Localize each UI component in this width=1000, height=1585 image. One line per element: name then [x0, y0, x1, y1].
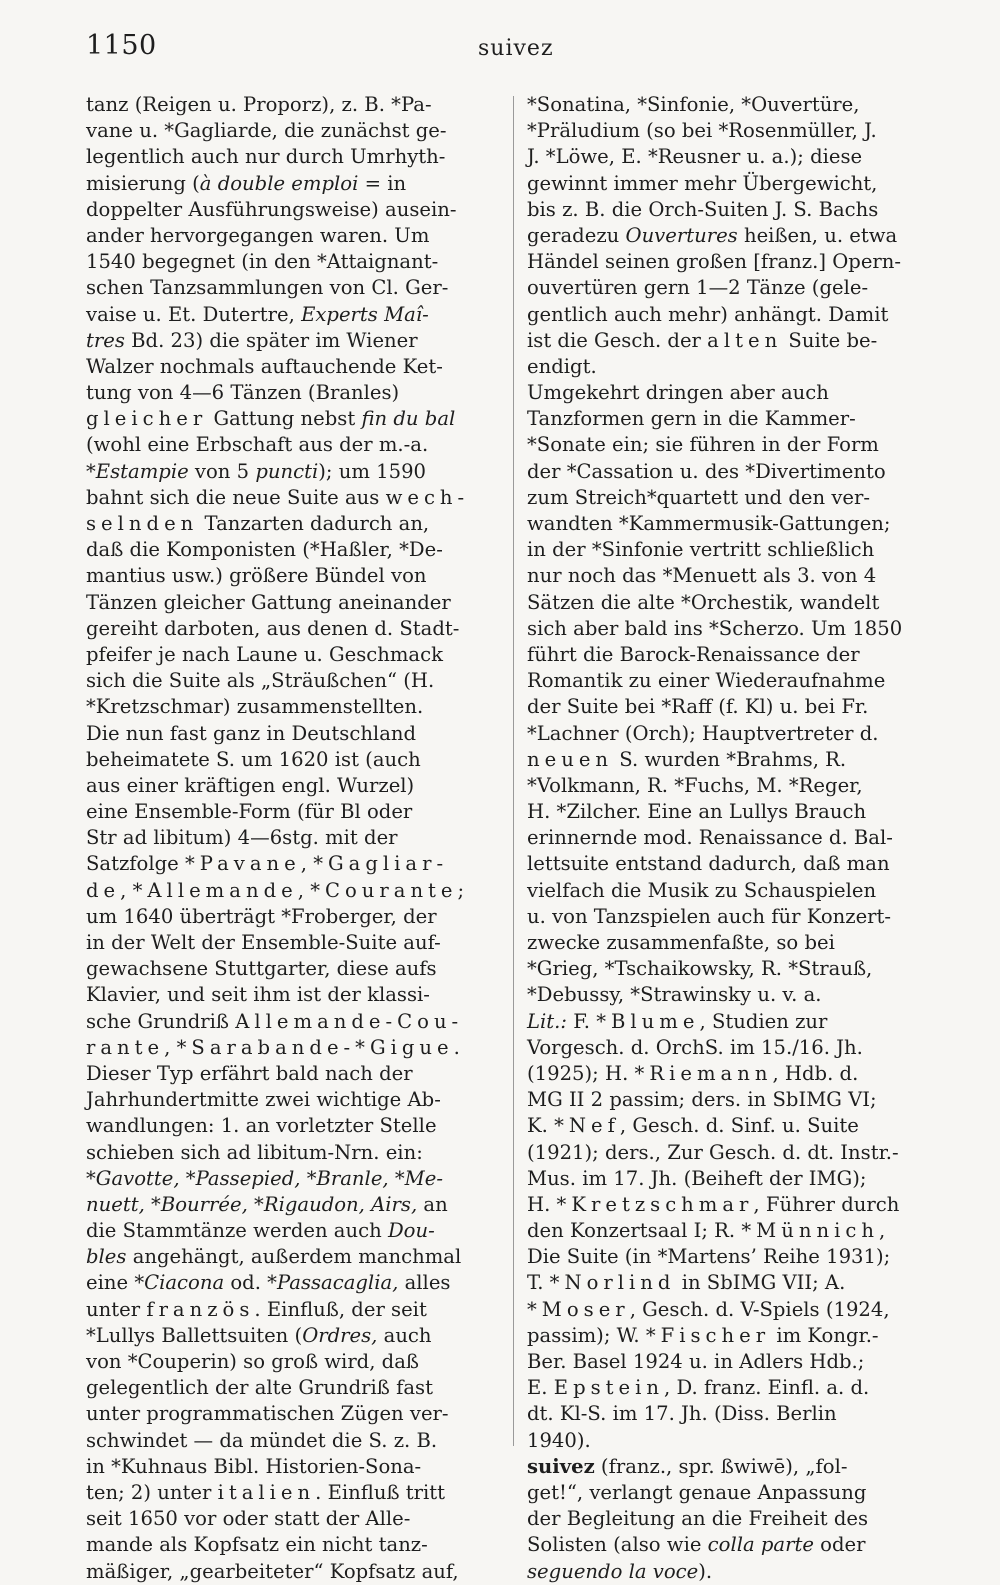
text-run: , D. franz. Einfl. a. d.	[664, 1376, 870, 1400]
text-line	[86, 1166, 504, 1192]
text-run: mantius usw.) größere Bündel von	[86, 564, 427, 588]
text-run: Klavier, und seit ihm ist der klassi-	[86, 983, 430, 1007]
spaced-run: *Allemande	[132, 878, 298, 902]
italic-run: *Gavotte, *Passepied, *Branle, *Me-	[86, 1166, 443, 1190]
text-run: tanz (Reigen u. Proporz), z. B. *Pa-	[86, 93, 432, 116]
text-line	[86, 1087, 504, 1113]
text-run: H.	[527, 1192, 557, 1216]
text-run: heißen, u. etwa	[737, 223, 898, 247]
text-run: Umgekehrt dringen aber auch	[527, 381, 829, 405]
text-run: , Gesch. d. V-Spiels (1924,	[629, 1297, 890, 1321]
text-line	[86, 1009, 504, 1035]
text-line	[86, 563, 504, 589]
text-line	[527, 1061, 947, 1087]
text-line	[86, 511, 504, 537]
text-run: sich aber bald ins *Scherzo. Um 1850	[527, 616, 903, 640]
text-line	[86, 459, 504, 485]
text-run: Bd. 23) die später im Wiener	[124, 328, 418, 352]
text-run: F.	[566, 1009, 597, 1033]
italic-run: seguendo la voce	[527, 1559, 699, 1583]
column-divider	[513, 96, 514, 1446]
text-run: in der *Sinfonie vertritt schließlich	[527, 538, 875, 562]
text-line	[527, 1454, 947, 1480]
text-run: Mus. im 17. Jh. (Beiheft der IMG);	[527, 1166, 867, 1190]
italic-run: bles	[86, 1245, 127, 1269]
text-line	[527, 956, 947, 982]
spaced-run: *Moser	[527, 1297, 630, 1321]
text-run: , Studien zur	[699, 1009, 828, 1033]
text-run: , Gesch. d. Sinf. u. Suite	[619, 1114, 859, 1138]
italic-run: *Ciacona	[134, 1271, 225, 1295]
text-run: ander hervorgegangen waren. Um	[86, 223, 430, 247]
text-run: schieben sich ad libitum-Nrn. ein:	[86, 1140, 423, 1164]
text-run: erinnernde mod. Renaissance d. Bal-	[527, 826, 893, 850]
text-run: führt die Barock-Renaissance der	[527, 642, 860, 666]
text-line	[86, 1401, 504, 1427]
text-run: Ber. Basel 1924 u. in Adlers Hdb.;	[527, 1350, 865, 1373]
text-run: ,	[120, 878, 133, 902]
text-run: misierung (	[86, 171, 200, 195]
spaced-run: französ	[146, 1297, 255, 1321]
spaced-run: rante	[86, 1035, 165, 1059]
text-line	[86, 1532, 504, 1558]
text-line	[86, 1297, 504, 1323]
text-line	[527, 616, 947, 642]
text-run: ); um 1590	[318, 459, 427, 483]
spaced-run: *Gagliar-	[313, 852, 449, 876]
spaced-run: *Norlind	[549, 1271, 676, 1295]
text-line	[86, 694, 504, 720]
text-run: Tänzen gleicher Gattung aneinander	[86, 590, 451, 614]
text-run: *Grieg, *Tschaikowsky, R. *Strauß,	[527, 957, 873, 981]
text-run: unter	[86, 1297, 147, 1321]
text-run: *Debussy, *Strawinsky u. v. a.	[527, 983, 822, 1007]
text-run: der Suite bei *Raff (f. Kl) u. bei Fr.	[527, 695, 869, 719]
text-line	[86, 825, 504, 851]
text-run: gereiht darboten, aus denen d. Stadt-	[86, 616, 460, 640]
text-line	[527, 406, 947, 432]
text-run: (franz., spr. ßwiwē), „fol-	[594, 1454, 848, 1478]
text-line	[527, 354, 947, 380]
text-run: eine Ensemble-Form (für Bl oder	[86, 800, 413, 824]
text-run: gewinnt immer mehr Übergewicht,	[527, 171, 878, 195]
headword: suivez	[527, 1454, 595, 1478]
text-line	[86, 904, 504, 930]
text-line	[527, 171, 947, 197]
text-run: Vorgesch. d. OrchS. im 15./16. Jh.	[527, 1035, 863, 1059]
text-line	[86, 1140, 504, 1166]
text-run: legentlich auch nur durch Umrhyth-	[86, 145, 446, 169]
text-run: die Stammtänze werden auch	[86, 1219, 388, 1243]
text-run: eine	[86, 1271, 135, 1295]
text-run: tung von 4—6 Tänzen (Branles)	[86, 381, 400, 405]
text-line	[527, 642, 947, 668]
text-line	[527, 1559, 947, 1585]
text-run: E.	[527, 1376, 554, 1400]
text-line	[86, 721, 504, 747]
text-run: wandlungen: 1. an vorletzter Stelle	[86, 1114, 437, 1138]
text-line	[86, 616, 504, 642]
text-line	[86, 1192, 504, 1218]
text-line	[527, 773, 947, 799]
text-line	[527, 275, 947, 301]
text-line	[527, 302, 947, 328]
text-run: 1940).	[527, 1428, 591, 1452]
text-line	[527, 144, 947, 170]
running-head: suivez	[478, 36, 554, 61]
text-run: beheimatete S. um 1620 ist (auch	[86, 747, 421, 771]
text-run: K.	[527, 1114, 555, 1138]
text-line	[527, 380, 947, 406]
text-run: in SbIMG VII; A.	[675, 1271, 846, 1295]
text-run: , Führer durch	[753, 1192, 900, 1216]
text-run: , Hdb. d.	[772, 1061, 859, 1085]
text-run: Die Suite (in *Martens’ Reihe 1931);	[527, 1245, 891, 1269]
text-run: schwindet — da mündet die S. z. B.	[86, 1428, 438, 1452]
text-run: dt. Kl-S. im 17. Jh. (Diss. Berlin	[527, 1402, 837, 1426]
text-run: gelegentlich der alte Grundriß fast	[86, 1376, 433, 1400]
text-run: Jahrhundertmitte zwei wichtige Ab-	[86, 1088, 441, 1112]
text-run: angehängt, außerdem manchmal	[126, 1245, 462, 1269]
text-run: um 1640 überträgt *Froberger, der	[86, 904, 437, 928]
page-number: 1150	[86, 30, 157, 61]
spaced-run: *Kretzschmar	[556, 1192, 754, 1216]
text-run: von *Couperin) so groß wird, daß	[86, 1350, 419, 1373]
text-run: pfeifer je nach Laune u. Geschmack	[86, 642, 443, 666]
text-run: *Lullys Ballettsuiten (	[86, 1323, 303, 1347]
text-run: Händel seinen großen [franz.] Opern-	[527, 250, 902, 274]
text-run: = in	[358, 171, 407, 195]
text-run: Gattung nebst	[207, 407, 362, 431]
text-run: . Einfluß tritt	[315, 1480, 446, 1504]
text-run: H. *Zilcher. Eine an Lullys Brauch	[527, 800, 867, 824]
text-line	[527, 1401, 947, 1427]
text-line	[527, 1166, 947, 1192]
italic-run: Experts Maî-	[301, 302, 429, 326]
text-line	[527, 799, 947, 825]
text-run: T.	[527, 1271, 550, 1295]
spaced-run: neuen	[527, 747, 614, 771]
text-run: get!“, verlangt genaue Anpassung	[527, 1480, 867, 1504]
text-line	[86, 380, 504, 406]
text-line	[86, 328, 504, 354]
text-run: lettsuite entstand dadurch, daß man	[527, 852, 890, 876]
text-run: Romantik zu einer Wiederaufnahme	[527, 669, 886, 693]
text-line	[86, 432, 504, 458]
text-line	[527, 1113, 947, 1139]
text-line	[86, 275, 504, 301]
text-run: mande als Kopfsatz ein nicht tanz-	[86, 1533, 428, 1557]
text-line	[527, 1140, 947, 1166]
text-run: ,	[878, 1219, 886, 1243]
text-line	[527, 432, 947, 458]
text-line	[527, 721, 947, 747]
text-run: zwecke zusammenfaßte, so bei	[527, 931, 835, 954]
text-line	[527, 328, 947, 354]
text-line	[527, 118, 947, 144]
text-run: ist die Gesch. der	[527, 328, 708, 352]
text-line	[86, 1218, 504, 1244]
text-run: (wohl eine Erbschaft aus der m.-a.	[86, 433, 429, 457]
spaced-run: gleicher	[86, 407, 208, 431]
italic-run: Ouvertures	[625, 223, 738, 247]
text-line	[527, 1035, 947, 1061]
text-run: alles	[398, 1271, 451, 1295]
text-run: J. *Löwe, E. *Reusner u. a.); diese	[527, 145, 863, 169]
spaced-run: alten	[707, 328, 783, 352]
text-line	[86, 302, 504, 328]
text-run: auch	[377, 1323, 432, 1347]
text-run: den Konzertsaal I; R.	[527, 1219, 742, 1243]
text-run: Satzfolge	[86, 852, 185, 876]
text-line	[86, 642, 504, 668]
text-run: seit 1650 vor oder statt der Alle-	[86, 1507, 411, 1531]
text-line	[527, 563, 947, 589]
text-line	[86, 982, 504, 1008]
text-run: S. wurden *Brahms, R.	[613, 747, 847, 771]
text-run: (1925); H.	[527, 1061, 635, 1085]
text-run: od.	[224, 1271, 268, 1295]
text-run: Tanzformen gern in die Kammer-	[527, 407, 856, 431]
text-line	[86, 956, 504, 982]
text-run: mäßiger, „gearbeiteter“ Kopfsatz auf,	[86, 1559, 459, 1583]
text-run: vaise u. Et. Dutertre,	[86, 302, 302, 326]
text-run: MG II 2 passim; ders. in SbIMG VI;	[527, 1088, 877, 1112]
text-line	[86, 1559, 504, 1585]
text-run: (1921); ders., Zur Gesch. d. dt. Instr.-	[527, 1140, 899, 1164]
text-run: oder	[813, 1533, 866, 1557]
text-run: ten; 2) unter	[86, 1480, 218, 1504]
text-run: Solisten (also wie	[527, 1533, 708, 1557]
page-header	[86, 30, 930, 70]
text-line	[86, 1454, 504, 1480]
italic-run: *Passacaglia,	[267, 1271, 399, 1295]
text-run: ).	[698, 1559, 713, 1583]
spaced-run: Allemande-Cou-	[235, 1009, 464, 1033]
text-line	[527, 1428, 947, 1454]
text-line	[527, 197, 947, 223]
text-run: *Sonate ein; sie führen in der Form	[527, 433, 879, 457]
text-line	[527, 1218, 947, 1244]
italic-run: à double emploi	[199, 171, 359, 195]
text-line	[86, 851, 504, 877]
text-line	[527, 249, 947, 275]
text-line	[86, 1480, 504, 1506]
spaced-run: italien	[217, 1480, 316, 1504]
text-line	[86, 406, 504, 432]
spaced-run: *Blume	[596, 1009, 700, 1033]
spaced-run: *Fischer	[645, 1323, 771, 1347]
text-run: . Einfluß, der seit	[254, 1297, 427, 1321]
text-run: nur noch das *Menuett als 3. von 4	[527, 564, 877, 588]
text-run: schen Tanzsammlungen von Cl. Ger-	[86, 276, 449, 300]
text-line	[86, 249, 504, 275]
text-line	[86, 1270, 504, 1296]
text-line	[86, 1035, 504, 1061]
spaced-run: *Riemann	[634, 1061, 773, 1085]
text-line	[86, 92, 504, 118]
text-line	[86, 1349, 504, 1375]
text-line	[527, 668, 947, 694]
text-line	[527, 1532, 947, 1558]
spaced-run: Epstein	[553, 1376, 665, 1400]
text-line	[527, 1244, 947, 1270]
text-run: wandten *Kammermusik-Gattungen;	[527, 512, 891, 535]
text-line	[527, 1349, 947, 1375]
text-line	[527, 694, 947, 720]
text-run: Sätzen die alte *Orchestik, wandelt	[527, 590, 880, 614]
text-run: in der Welt der Ensemble-Suite auf-	[86, 931, 441, 954]
text-line	[86, 485, 504, 511]
text-run: Suite be-	[782, 328, 878, 352]
text-line	[86, 878, 504, 904]
text-run: aus einer kräftigen engl. Wurzel)	[86, 773, 415, 797]
spaced-run: *Münnich	[741, 1219, 879, 1243]
text-line	[527, 1192, 947, 1218]
text-run: der Begleitung an die Freiheit des	[527, 1507, 869, 1531]
text-run: unter programmatischen Zügen ver-	[86, 1402, 449, 1426]
text-run: *Sonatina, *Sinfonie, *Ouvertüre,	[527, 93, 860, 116]
text-run: passim); W.	[527, 1323, 646, 1347]
spaced-run: *Nef	[554, 1114, 620, 1138]
text-line	[86, 747, 504, 773]
italic-run: Lit.:	[527, 1009, 567, 1033]
text-line	[527, 1009, 947, 1035]
text-line	[527, 904, 947, 930]
text-run: ,	[164, 1035, 177, 1059]
text-line	[86, 1323, 504, 1349]
text-line	[527, 92, 947, 118]
text-run: *Lachner (Orch); Hauptvertreter d.	[527, 721, 879, 745]
italic-run: tres	[86, 328, 125, 352]
text-line	[527, 485, 947, 511]
text-line	[527, 930, 947, 956]
text-run: von 5	[188, 459, 256, 483]
text-line	[86, 1113, 504, 1139]
text-line	[527, 459, 947, 485]
text-run: *Präludium (so bei *Rosenmüller, J.	[527, 119, 877, 143]
text-line	[86, 537, 504, 563]
text-line	[527, 223, 947, 249]
text-line	[86, 930, 504, 956]
text-line	[527, 982, 947, 1008]
text-run: im Kongr.-	[770, 1323, 879, 1347]
text-run: 1540 begegnet (in den *Attaignant-	[86, 250, 439, 274]
text-run: in *Kuhnaus Bibl. Historien-Sona-	[86, 1454, 422, 1478]
text-line	[86, 773, 504, 799]
text-line	[527, 1375, 947, 1401]
text-line	[527, 878, 947, 904]
text-line	[86, 1428, 504, 1454]
text-line	[86, 1506, 504, 1532]
text-run: bahnt sich die neue Suite aus	[86, 485, 386, 509]
text-run: sich die Suite als „Sträußchen“ (H.	[86, 669, 435, 693]
text-run: daß die Komponisten (*Haßler, *De-	[86, 538, 443, 562]
text-line	[527, 1297, 947, 1323]
text-line	[527, 1323, 947, 1349]
text-run: Tanzarten dadurch an,	[198, 512, 430, 535]
spaced-run: wech-	[385, 485, 470, 509]
text-line	[527, 1506, 947, 1532]
spaced-run: *Sarabande-*Gigue	[176, 1035, 454, 1059]
text-line	[527, 511, 947, 537]
text-run: geradezu	[527, 223, 626, 247]
text-line	[86, 223, 504, 249]
spaced-run: *Pavane	[184, 852, 301, 876]
text-line	[527, 747, 947, 773]
text-line	[86, 118, 504, 144]
spaced-run: selnden	[86, 512, 199, 535]
text-run: u. von Tanzspielen auch für Konzert-	[527, 904, 892, 928]
text-run: ,	[300, 852, 314, 876]
text-run: *Volkmann, R. *Fuchs, M. *Reger,	[527, 773, 863, 797]
text-run: *Kretzschmar) zusammenstellten.	[86, 695, 424, 719]
text-run: Dieser Typ erfährt bald nach der	[86, 1061, 413, 1085]
text-line	[86, 1061, 504, 1087]
text-line	[86, 171, 504, 197]
text-line	[86, 1375, 504, 1401]
text-run: Walzer nochmals auftauchende Ket-	[86, 354, 443, 378]
text-run: der *Cassation u. des *Divertimento	[527, 459, 886, 483]
text-run: Str ad libitum) 4—6stg. mit der	[86, 826, 398, 850]
text-line	[527, 537, 947, 563]
text-run: endigt.	[527, 354, 597, 378]
text-run: doppelter Ausführungsweise) ausein-	[86, 197, 457, 221]
text-run: vielfach die Musik zu Schauspielen	[527, 878, 877, 902]
italic-run: colla parte	[707, 1533, 814, 1557]
left-column	[86, 92, 504, 1585]
text-line	[527, 1087, 947, 1113]
text-line	[527, 1270, 947, 1296]
text-line	[527, 590, 947, 616]
text-run: ouvertüren gern 1—2 Tänze (gele-	[527, 276, 869, 300]
text-line	[86, 799, 504, 825]
text-run: gentlich auch mehr) anhängt. Damit	[527, 302, 889, 326]
text-run: sche Grundriß	[86, 1009, 236, 1033]
text-line	[86, 144, 504, 170]
text-run: vane u. *Gagliarde, die zunächst ge-	[86, 119, 447, 143]
text-run: zum Streich*quartett und den ver-	[527, 485, 870, 509]
right-column	[527, 92, 947, 1585]
spaced-run: *Courante	[310, 878, 458, 902]
text-line	[86, 590, 504, 616]
text-line	[86, 1244, 504, 1270]
italic-run: Dou-	[387, 1219, 435, 1243]
text-line	[86, 197, 504, 223]
text-line	[527, 851, 947, 877]
text-run: an	[417, 1192, 448, 1216]
italic-run: Ordres,	[302, 1323, 378, 1347]
text-line	[86, 354, 504, 380]
text-line	[86, 668, 504, 694]
spaced-run: de	[86, 878, 121, 902]
italic-run: *Estampie	[86, 459, 189, 483]
text-run: ,	[297, 878, 311, 902]
italic-run: fin du bal	[361, 407, 456, 431]
text-run: ;	[457, 878, 465, 902]
text-run: bis z. B. die Orch-Suiten J. S. Bachs	[527, 197, 879, 221]
text-run: .	[453, 1035, 460, 1059]
italic-run: nuett, *Bourrée, *Rigaudon, Airs,	[86, 1192, 418, 1216]
text-line	[527, 825, 947, 851]
italic-run: puncti	[255, 459, 319, 483]
text-run: Die nun fast ganz in Deutschland	[86, 721, 417, 745]
text-run: gewachsene Stuttgarter, diese aufs	[86, 957, 437, 981]
text-line	[527, 1480, 947, 1506]
